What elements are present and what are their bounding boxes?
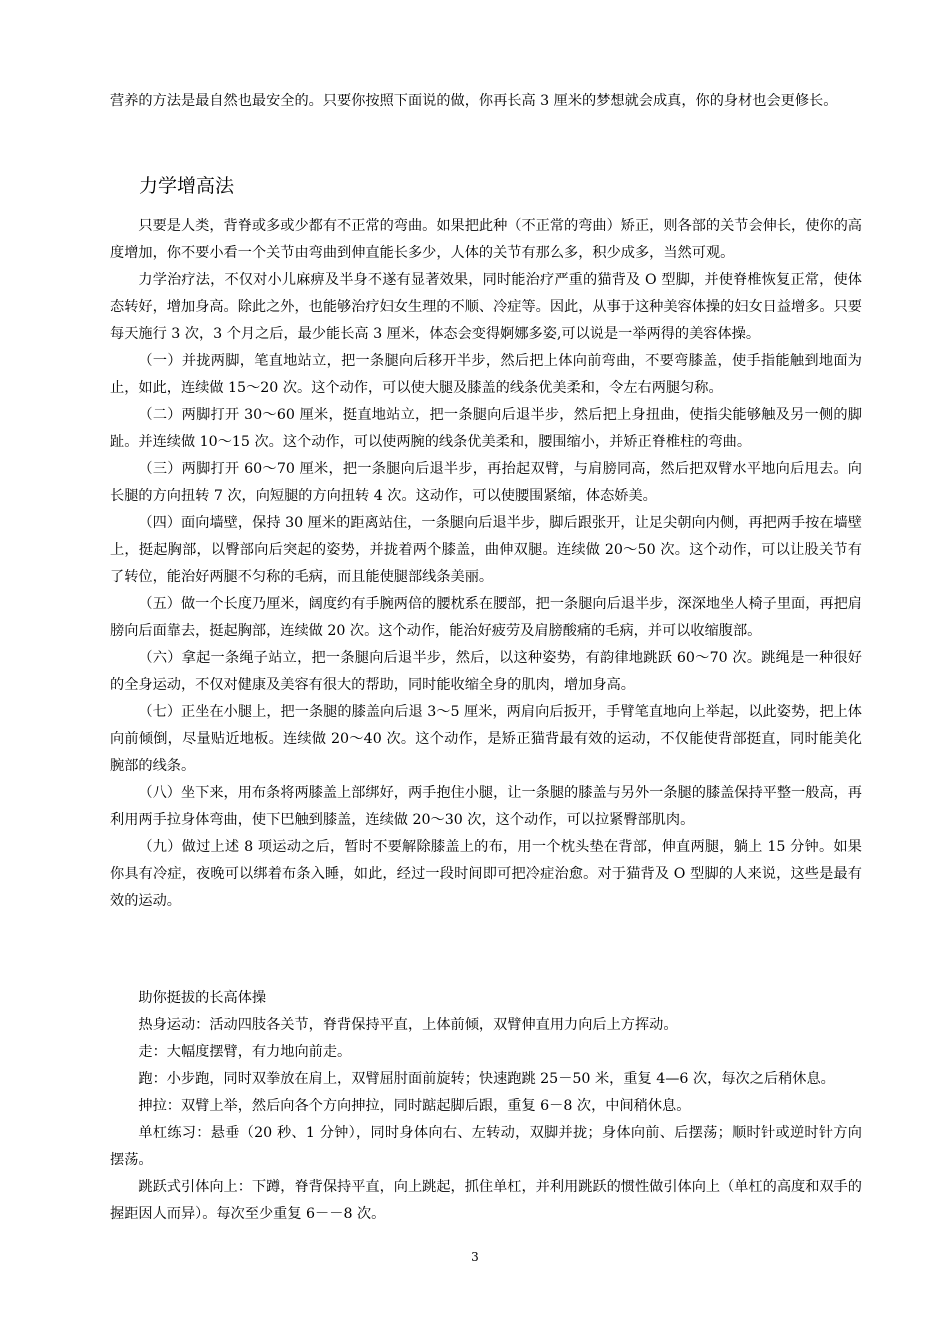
intro-text-block [110, 88, 862, 115]
exercise-walk: 走：大幅度摆臂，有力地向前走。 [138, 1044, 352, 1060]
page-number: 3 [471, 1250, 479, 1264]
exercise-run: 跑：小步跑，同时双拳放在肩上，双臂屈肘面前旋转；快速跑跳 25－50 米，重复 4—6 次，每次之后稍休息。 [138, 1071, 835, 1087]
main-body [110, 213, 862, 915]
step-3-paragraph: （三）两脚打开 60～70 厘米，把一条腿向后退半步，再抬起双臂，与肩膀同高，然后把双臂水平地向后甩去。向长腿的方向扭转 7 次，向短腿的方向扭转 4 次。这动作，可以使腰围紧缩，体态娇美。 [110, 461, 862, 504]
exercise-stretch: 抻拉：双臂上举，然后向各个方向抻拉，同时踮起脚后跟，重复 6－8 次，中间稍休息。 [138, 1098, 691, 1114]
step-7-paragraph: （七）正坐在小腿上，把一条腿的膝盖向后退 3～5 厘米，两肩向后扳开，手臂笔直地向上举起，以此姿势，把上体向前倾倒，尽量贴近地板。连续做 20～40 次。这个动作，是矫正猫背最有效的运动，不仅能使背部挺直，同时能美化腕部的线条。 [110, 704, 862, 774]
subsection-title: 助你挺拔的长高体操 [138, 990, 267, 1006]
step-6-paragraph: （六）拿起一条绳子站立，把一条腿向后退半步，然后，以这种姿势，有韵律地跳跃 60～70 次。跳绳是一种很好的全身运动，不仅对健康及美容有很大的帮助，同时能收缩全身的肌肉，增加身高。 [110, 650, 862, 693]
step-4-paragraph: （四）面向墙壁，保持 30 厘米的距离站住，一条腿向后退半步，脚后跟张开，让足尖朝向内侧，再把两手按在墙壁上，挺起胸部，以臀部向后突起的姿势，并拢着两个膝盖，曲伸双腿。连续做 20～50 次。这个动作，可以让股关节有了转位，能治好两腿不匀称的毛病，而且能使腿部线条美丽。 [110, 515, 862, 585]
exercise-warmup: 热身运动：活动四肢各关节，脊背保持平直，上体前倾，双臂伸直用力向后上方挥动。 [138, 1017, 678, 1033]
exercise-bar: 单杠练习：悬垂（20 秒、1 分钟），同时身体向右、左转动，双脚并拢；身体向前、后摆荡；顺时针或逆时针方向摆荡。 [110, 1125, 862, 1168]
paragraph-1: 只要是人类，背脊或多或少都有不正常的弯曲。如果把此种（不正常的弯曲）矫正，则各部的关节会伸长，使你的高度增加，你不要小看一个关节由弯曲到伸直能长多少，人体的关节有那么多，积少成多，当然可观。 [110, 218, 862, 261]
step-5-paragraph: （五）做一个长度乃厘米，阔度约有手腕两倍的腰枕系在腰部，把一条腿向后退半步，深深地坐人椅子里面，再把肩膀向后面靠去，挺起胸部，连续做 20 次。这个动作，能治好疲劳及肩膀酸痛的毛病，并可以收缩腹部。 [110, 596, 862, 639]
paragraph-2: 力学治疗法，不仅对小儿麻痹及半身不遂有显著效果，同时能治疗严重的猫背及 O 型脚，并使脊椎恢复正常，使体态转好，增加身高。除此之外，也能够治疗妇女生理的不顺、冷症等。因此，从事于这种美容体操的妇女日益增多。只要每天施行 3 次，3 个月之后，最少能长高 3 厘米，体态会变得婀娜多姿,可以说是一举两得的美容体操。 [110, 272, 862, 342]
exercise-pullup: 跳跃式引体向上：下蹲，脊背保持平直，向上跳起，抓住单杠，并利用跳跃的惯性做引体向上（单杠的高度和双手的握距因人而异）。每次至少重复 6－－8 次。 [110, 1179, 862, 1222]
step-9-paragraph: （九）做过上述 8 项运动之后，暂时不要解除膝盖上的布，用一个枕头垫在背部，伸直两腿，躺上 15 分钟。如果你具有冷症，夜晚可以绑着布条入睡，如此，经过一段时间即可把冷症治愈。对于猫背及 O 型脚的人来说，这些是最有效的运动。 [110, 839, 862, 909]
exercise-section [110, 985, 862, 1228]
section-title: 力学增高法 [139, 175, 235, 197]
step-8-paragraph: （八）坐下来，用布条将两膝盖上部绑好，两手抱住小腿，让一条腿的膝盖与另外一条腿的膝盖保持平整一般高，再利用两手拉身体弯曲，使下巴触到膝盖，连续做 20～30 次，这个动作，可以拉紧臀部肌肉。 [110, 785, 862, 828]
intro-paragraph: 营养的方法是最自然也最安全的。只要你按照下面说的做，你再长高 3 厘米的梦想就会成真，你的身材也会更修长。 [110, 93, 838, 109]
step-2-paragraph: （二）两脚打开 30～60 厘米，挺直地站立，把一条腿向后退半步，然后把上身扭曲，使指尖能够触及另一侧的脚趾。并连续做 10～15 次。这个动作，可以使两腕的线条优美柔和，腰围缩小，并矫正脊椎柱的弯曲。 [110, 407, 862, 450]
step-1-paragraph: （一）并拢两脚，笔直地站立，把一条腿向后移开半步，然后把上体向前弯曲，不要弯膝盖，使手指能触到地面为止，如此，连续做 15～20 次。这个动作，可以使大腿及膝盖的线条优美柔和，令左右两腿匀称。 [110, 353, 862, 396]
